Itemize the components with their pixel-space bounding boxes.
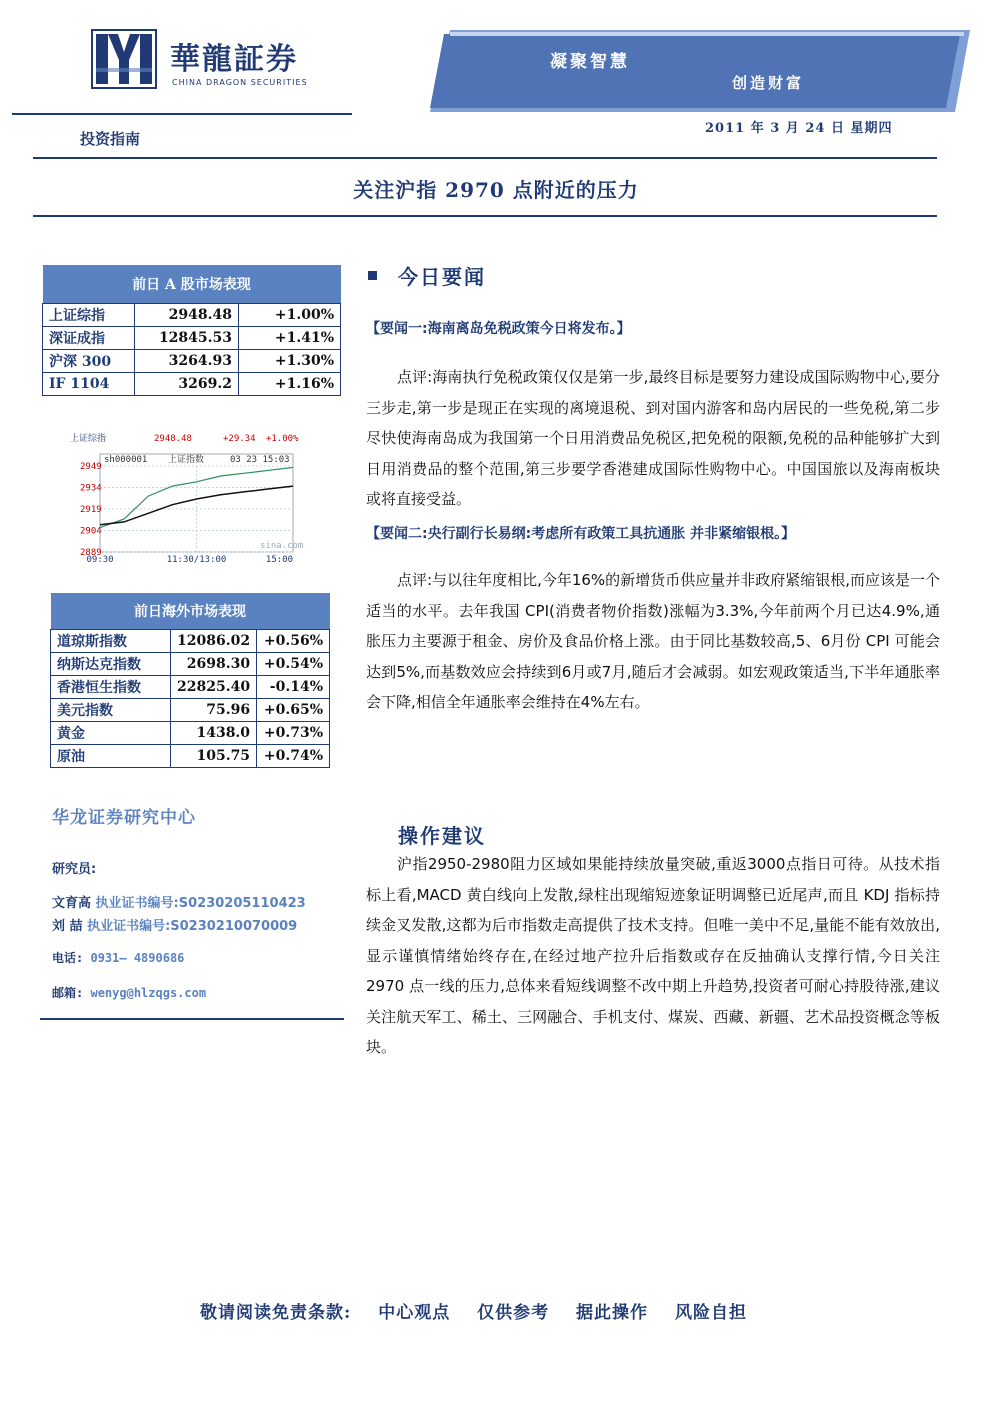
advice-text: 沪指2950-2980阻力区域如果能持续放量突破,重返3000点指日可待。从技术指标上看,MACD 黄白线向上发散,绿柱出现缩短迹象证明调整已近尾声,而且 KDJ 指标持续金叉发散,这都为后市指数走高提供了技术支持。但唯一美中不足,量能不能有效放出,显示谨慎情绪始终存在,在经过地产拉升后指数或存在反抽确认支撑行情,今日关注 2970 点一线的压力,总体来看短线调整不改中期上升趋势,投资者可耐心持股待涨,建议关注航天军工、稀土、三网融合、手机支付、煤炭、西藏、新疆、艺术品投资概念等板块。: [366, 855, 940, 1056]
disclaimer-item: 仅供参考: [477, 1303, 550, 1323]
index-name: 深证成指: [43, 326, 135, 349]
section-label: 投资指南: [80, 130, 141, 148]
table-row: [51, 721, 330, 744]
table-row: [43, 349, 341, 372]
news-item-1-comment: 点评:海南执行免税政策仅仅是第一步,最终目标是要努力建设成国际购物中心,要分三步走,第一步是现正在实现的离境退税、到对国内游客和岛内居民的一些免税,第二步尽快使海南岛成为我国第一个日用消费品免税区,把免税的限额,免税的品种能够扩大到日用消费品的整个范围,第三步要学香港建成国际性购物中心。中国国旅以及海南板块或将直接受益。: [366, 368, 940, 508]
title-rule-top: [33, 157, 937, 159]
y-tick-label: 2919: [80, 505, 102, 515]
market-name: 香港恒生指数: [51, 675, 171, 698]
market-name: 道琼斯指数: [51, 629, 171, 652]
chart-header-change: +29.34: [223, 434, 256, 444]
phone-number: 0931— 4890686: [90, 951, 185, 965]
market-value: 22825.40: [171, 675, 257, 698]
phone-label: 电话:: [52, 951, 84, 965]
email-label: 邮箱:: [52, 986, 84, 1000]
research-center-title: 华龙证券研究中心: [52, 808, 196, 828]
slogan-1: 凝聚智慧: [550, 52, 630, 72]
market-name: 黄金: [51, 721, 171, 744]
market-value: 1438.0: [171, 721, 257, 744]
intraday-chart: [60, 426, 305, 566]
index-change: +1.30%: [239, 349, 341, 372]
advice-heading: 操作建议: [398, 824, 486, 848]
market-change: +0.73%: [257, 721, 330, 744]
market-name: 美元指数: [51, 698, 171, 721]
index-value: 3264.93: [135, 349, 239, 372]
analyst-entry: [52, 892, 306, 911]
header-line: [12, 113, 352, 115]
index-value: 3269.2: [135, 372, 239, 395]
x-tick-label: 15:00: [265, 555, 293, 565]
news-heading: 今日要闻: [398, 265, 486, 289]
x-tick-label: 11:30/13:00: [166, 555, 227, 565]
overseas-table: [50, 593, 330, 768]
a-share-table: [42, 265, 341, 396]
table-row: [51, 698, 330, 721]
y-tick-label: 2949: [80, 462, 102, 472]
research-rule: [40, 1018, 344, 1020]
a-share-table-heading: 前日 A 股市场表现: [43, 265, 341, 303]
disclaimer-label: 敬请阅读免责条款:: [200, 1303, 352, 1323]
title-rule-bottom: [33, 215, 937, 217]
index-change: +1.00%: [239, 303, 341, 326]
chart-code: sh000001: [104, 455, 148, 465]
report-title: 关注沪指 2970 点附近的压力: [353, 178, 639, 202]
chart-header-value: 2948.48: [154, 434, 192, 444]
logo-mark-icon: [90, 28, 158, 90]
analyst-name: 刘 喆: [52, 919, 83, 934]
table-row: [51, 652, 330, 675]
market-value: 105.75: [171, 744, 257, 767]
slogan-2: 创造财富: [732, 74, 805, 92]
y-tick-label: 2889: [80, 548, 102, 558]
logo-name-en: CHINA DRAGON SECURITIES: [172, 78, 308, 87]
chart-header-name: 上证综指: [70, 434, 107, 444]
market-name: 纳斯达克指数: [51, 652, 171, 675]
report-date: 2011 年 3 月 24 日 星期四: [705, 121, 893, 136]
market-value: 2698.30: [171, 652, 257, 675]
overseas-table-heading: 前日海外市场表现: [51, 593, 330, 629]
disclaimer-footer: [200, 1298, 767, 1323]
logo-name-cn: 華龍証券: [170, 42, 298, 77]
slogan-banner: [430, 30, 970, 112]
market-value: 12086.02: [171, 629, 257, 652]
disclaimer-item: 风险自担: [674, 1303, 747, 1323]
news-item-1-title: 【要闻一:海南离岛免税政策今日将发布。】: [366, 321, 631, 337]
market-change: +0.54%: [257, 652, 330, 675]
email-line: [52, 984, 206, 1001]
analyst-cert: 执业证书编号:S0230210070009: [87, 919, 298, 934]
analyst-entry: [52, 915, 297, 934]
table-row: [43, 326, 341, 349]
market-change: +0.74%: [257, 744, 330, 767]
index-value: 12845.53: [135, 326, 239, 349]
analyst-name: 文育高: [52, 896, 92, 911]
chart-inner-title: 上证指数: [168, 455, 205, 465]
email-address[interactable]: wenyg@hlzqgs.com: [90, 986, 207, 1000]
chart-watermark: sina.com: [260, 541, 304, 551]
y-tick-label: 2934: [80, 483, 102, 494]
market-value: 75.96: [171, 698, 257, 721]
market-change: -0.14%: [257, 675, 330, 698]
chart-header-pct: +1.00%: [266, 434, 299, 444]
table-row: [51, 744, 330, 767]
x-tick-label: 09:30: [86, 555, 114, 565]
table-row: [51, 629, 330, 652]
analyst-cert: 执业证书编号:S0230205110423: [95, 896, 306, 911]
table-row: [43, 303, 341, 326]
index-change: +1.16%: [239, 372, 341, 395]
market-change: +0.65%: [257, 698, 330, 721]
y-tick-label: 2904: [80, 526, 102, 537]
chart-stamp: 03 23 15:03: [230, 455, 290, 465]
disclaimer-item: 中心观点: [378, 1303, 451, 1323]
table-row: [51, 675, 330, 698]
table-row: [43, 372, 341, 395]
index-change: +1.41%: [239, 326, 341, 349]
market-change: +0.56%: [257, 629, 330, 652]
square-bullet-icon: [368, 271, 377, 280]
news-item-2-comment: 点评:与以往年度相比,今年16%的新增货币供应量并非政府紧缩银根,而应该是一个适当的水平。去年我国 CPI(消费者物价指数)涨幅为3.3%,今年前两个月已达4.9%,通胀压力主要源于租金、房价及食品价格上涨。由于同比基数较高,5、6月份 CPI 可能会达到5%,而基数效应会持续到6月或7月,随后才会减弱。如宏观政策适当,下半年通胀率会下降,相信全年通胀率会维持在4%左右。: [366, 571, 940, 711]
index-name: 上证综指: [43, 303, 135, 326]
market-name: 原油: [51, 744, 171, 767]
phone-line: [52, 949, 184, 966]
analyst-label: 研究员:: [52, 862, 97, 877]
index-name: 沪深 300: [43, 349, 135, 372]
company-logo: [90, 28, 330, 94]
index-name: IF 1104: [43, 372, 135, 395]
index-value: 2948.48: [135, 303, 239, 326]
news-item-2-title: 【要闻二:央行副行长易纲:考虑所有政策工具抗通胀 并非紧缩银根。】: [366, 526, 796, 542]
disclaimer-item: 据此操作: [576, 1303, 649, 1323]
